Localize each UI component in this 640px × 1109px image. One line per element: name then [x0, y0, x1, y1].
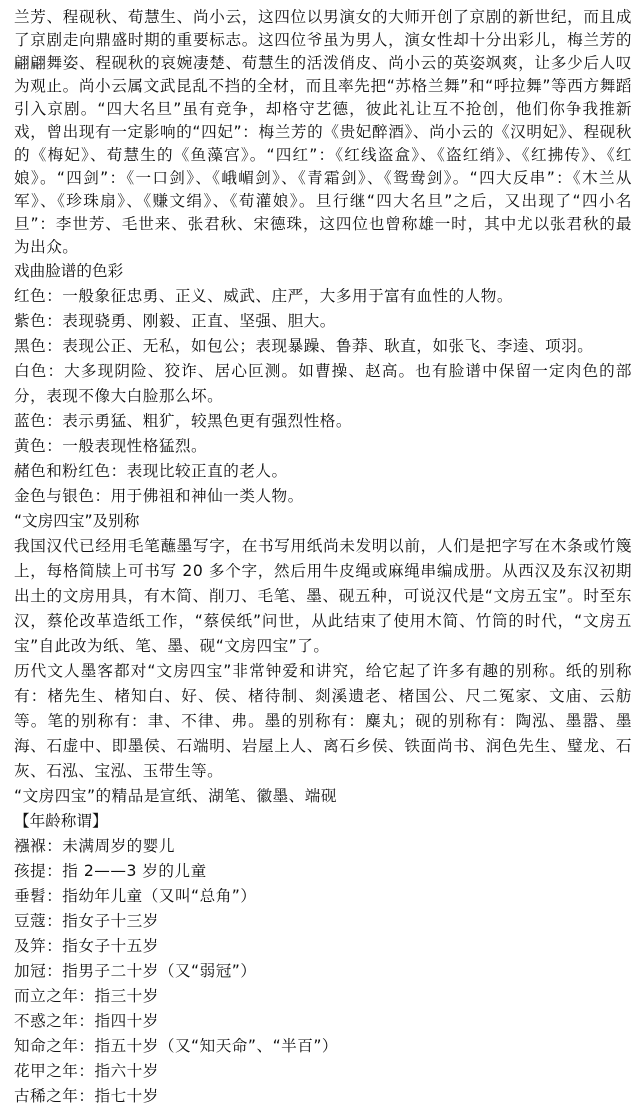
color-purple: 紫色：表现骁勇、刚毅、正直、坚强、胆大。 [14, 312, 336, 330]
age-term: 及笄：指女子十五岁 [14, 937, 159, 955]
color-black: 黑色：表现公正、无私，如包公；表现暴躁、鲁莽、耿直，如张飞、李逵、项羽。 [14, 337, 594, 355]
age-term: 豆蔻：指女子十三岁 [14, 912, 159, 930]
studio-finest-line: “文房四宝”的精品是宣纸、湖笔、徽墨、端砚 [14, 787, 337, 805]
age-term: 不惑之年：指四十岁 [14, 1012, 159, 1030]
age-term: 加冠：指男子二十岁（又“弱冠”） [14, 962, 257, 980]
studio-heading: “文房四宝”及别称 [14, 512, 140, 530]
age-term: 孩提：指 2——3 岁的儿童 [14, 862, 207, 880]
age-term: 而立之年：指三十岁 [14, 987, 159, 1005]
studio-history-paragraph: 我国汉代已经用毛笔蘸墨写字，在书写用纸尚未发明以前，人们是把字写在木条或竹篾上，每格简牍上可书写 20 多个字，然后用牛皮绳或麻绳串编成册。从西汉及东汉初期出土的文房用具，有木简、削刀、毛笔、墨、砚五种，可说汉代是“文房五宝”。时至东汉，蔡伦改革造纸工作，“蔡侯纸”问世，从此结束了使用木简、竹筒的时代，“文房五宝”自此改为纸、笔、墨、砚“文房四宝”了。 [14, 537, 632, 655]
age-term: 知命之年：指五十岁（又“知天命”、“半百”） [14, 1037, 339, 1055]
age-terms-heading: 【年龄称谓】 [14, 812, 108, 830]
age-term: 花甲之年：指六十岁 [14, 1062, 159, 1080]
studio-aliases-paragraph: 历代文人墨客都对“文房四宝”非常钟爱和讲究，给它起了许多有趣的别称。纸的别称有：楮先生、楮知白、好、侯、楮待制、剡溪遗老、楮国公、尺二冤家、文庙、云舫等。笔的别称有：聿、不律、弗。墨的别称有：麋丸；砚的别称有：陶泓、墨嚣、墨海、石虚中、即墨侯、石端明、岩屋上人、离石乡侯、铁面尚书、润色先生、璧龙、石灰、石泓、宝泓、玉带生等。 [14, 662, 632, 780]
age-term: 襁褓：未满周岁的婴儿 [14, 837, 175, 855]
color-white: 白色：大多现阴险、狡诈、居心叵测。如曹操、赵高。也有脸谱中保留一定肉色的部分，表现不像大白脸那么坏。 [14, 362, 632, 405]
age-term: 垂髫：指幼年儿童（又叫“总角”） [14, 887, 257, 905]
age-term: 古稀之年：指七十岁 [14, 1087, 159, 1105]
color-yellow: 黄色：一般表现性格猛烈。 [14, 437, 208, 455]
opera-masters-paragraph: 兰芳、程砚秋、荀慧生、尚小云，这四位以男演女的大师开创了京剧的新世纪，而且成了京剧走向鼎盛时期的重要标志。这四位爷虽为男人，演女性却十分出彩儿，梅兰芳的翩翩舞姿、程砚秋的哀婉凄楚、荀慧生的活泼俏皮、尚小云的英姿飒爽，让多少后人叹为观止。尚小云属文武昆乱不挡的全材，而且率先把“苏格兰舞”和“呼拉舞”等西方舞蹈引入京剧。“四大名旦”虽有竞争，却格守艺德，彼此礼让互不抢创，他们你争我推新戏，曾出现有一定影响的“四妃”：梅兰芳的《贵妃醉酒》、尚小云的《汉明妃》、程砚秋的《梅妃》、荀慧生的《鱼藻宫》。“四红”：《红线盗盒》、《盗红绡》、《红拂传》、《红娘》。“四剑”：《一口剑》、《峨嵋剑》、《青霜剑》、《鸳鸯剑》。“四大反串”：《木兰从军》、《珍珠扇》、《赚文绢》、《荀灌娘》。旦行继“四大名旦”之后，又出现了“四小名旦”：李世芳、毛世来、张君秋、宋德珠，这四位也曾称雄一时，其中尤以张君秋的最为出众。 [14, 8, 632, 256]
facepaint-heading: 戏曲脸谱的色彩 [14, 262, 124, 280]
color-red: 红色：一般象征忠勇、正义、威武、庄严，大多用于富有血性的人物。 [14, 287, 513, 305]
color-ochre: 赭色和粉红色：表现比较正直的老人。 [14, 462, 288, 480]
color-gold: 金色与银色：用于佛祖和神仙一类人物。 [14, 487, 304, 505]
color-blue: 蓝色：表示勇猛、粗犷，较黑色更有强烈性格。 [14, 412, 352, 430]
